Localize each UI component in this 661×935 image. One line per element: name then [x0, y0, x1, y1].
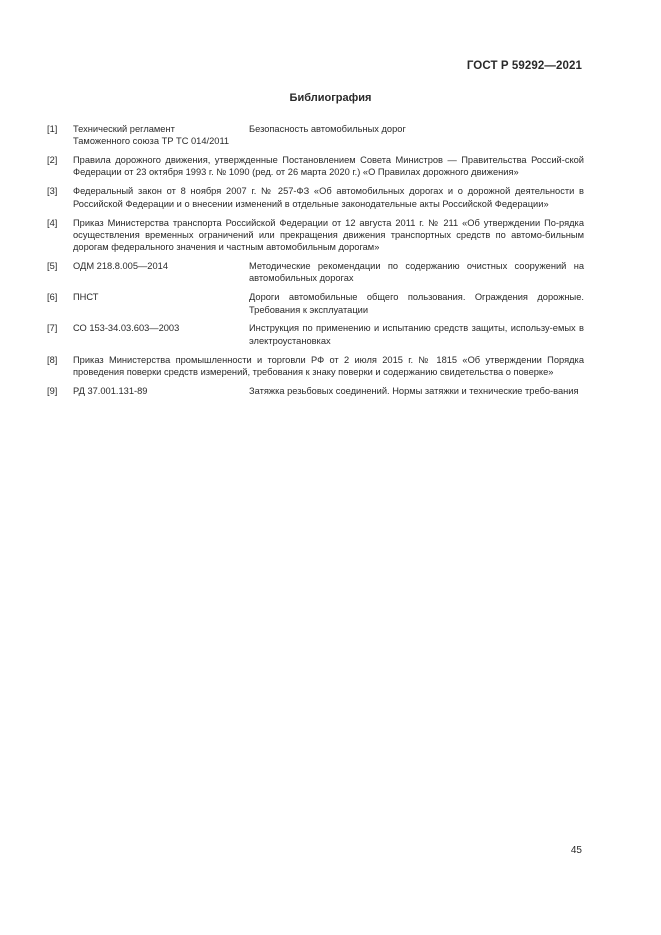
entry-description: Безопасность автомобильных дорог — [249, 124, 406, 134]
entry-number: [7] — [47, 323, 58, 334]
entry-description: Дороги автомобильные общего пользования. Ограждения дорожные. Требования к эксплуатации — [249, 292, 584, 315]
page-title: Библиография — [289, 92, 372, 104]
entry-code: СО 153-34.03.603—2003 — [73, 323, 180, 334]
entry-number: [6] — [47, 292, 58, 303]
entry-number: [3] — [47, 186, 58, 197]
entry-number: [5] — [47, 261, 58, 272]
entry-description: Затяжка резьбовых соединений. Нормы затяжки и технические требо-вания — [249, 385, 579, 396]
entry-description: Методические рекомендации по содержанию очистных сооружений на автомобильных дорогах — [249, 261, 584, 284]
entry-code: ПНСТ — [73, 292, 99, 303]
entry-text: Правила дорожного движения, утвержденные Постановлением Совета Министров — Правительства Россий-ской Федерации от 23 октября 1993 г. № 1090 (ред. от 26 марта 2020 г.) «О Правилах дорожного движения» — [73, 155, 584, 178]
entry-description: Инструкция по применению и испытанию средств защиты, использу-емых в электроустановках — [249, 323, 584, 346]
bib-entry-1 — [47, 123, 584, 148]
standard-code: ГОСТ Р 59292—2021 — [466, 60, 582, 72]
page-number: 45 — [570, 845, 582, 856]
bib-entry-8 — [47, 354, 584, 379]
entry-number: [1] — [47, 124, 58, 134]
bib-entry-5 — [47, 260, 584, 285]
entry-number: [8] — [47, 354, 58, 365]
entry-text: Федеральный закон от 8 ноября 2007 г. № 257-ФЗ «Об автомобильных дорогах и о дорожной деятельности в Российской Федерации и о внесении изменений в отдельные законодательные акты Российской Федерации» — [73, 186, 584, 209]
bib-entry-2 — [47, 154, 584, 179]
entry-text: Приказ Министерства промышленности и торговли РФ от 2 июля 2015 г. № 1815 «Об утверждении Порядка проведения поверки средств измерений, требования к знаку поверки и содержанию свидетельства о поверке» — [73, 354, 584, 377]
bib-entry-4 — [47, 217, 584, 254]
bib-entry-7 — [47, 322, 584, 347]
bib-entry-3 — [47, 185, 584, 210]
bib-entry-9 — [47, 385, 584, 397]
entry-number: [4] — [47, 217, 58, 228]
bib-entry-6 — [47, 291, 584, 316]
entry-code: РД 37.001.131-89 — [73, 385, 148, 396]
entry-number: [2] — [47, 155, 58, 166]
bibliography-list — [47, 123, 584, 404]
entry-code: ОДМ 218.8.005—2014 — [73, 261, 168, 272]
entry-code: Технический регламент Таможенного союза ТР ТС 014/2011 — [73, 124, 230, 147]
entry-number: [9] — [47, 385, 58, 396]
entry-text: Приказ Министерства транспорта Российской Федерации от 12 августа 2011 г. № 211 «Об утверждении По-рядка осуществления временных ограничений или прекращения движения транспортных средств по автомо-бильным дорогам федерального значения и частным автомобильным дорогам» — [73, 217, 584, 253]
